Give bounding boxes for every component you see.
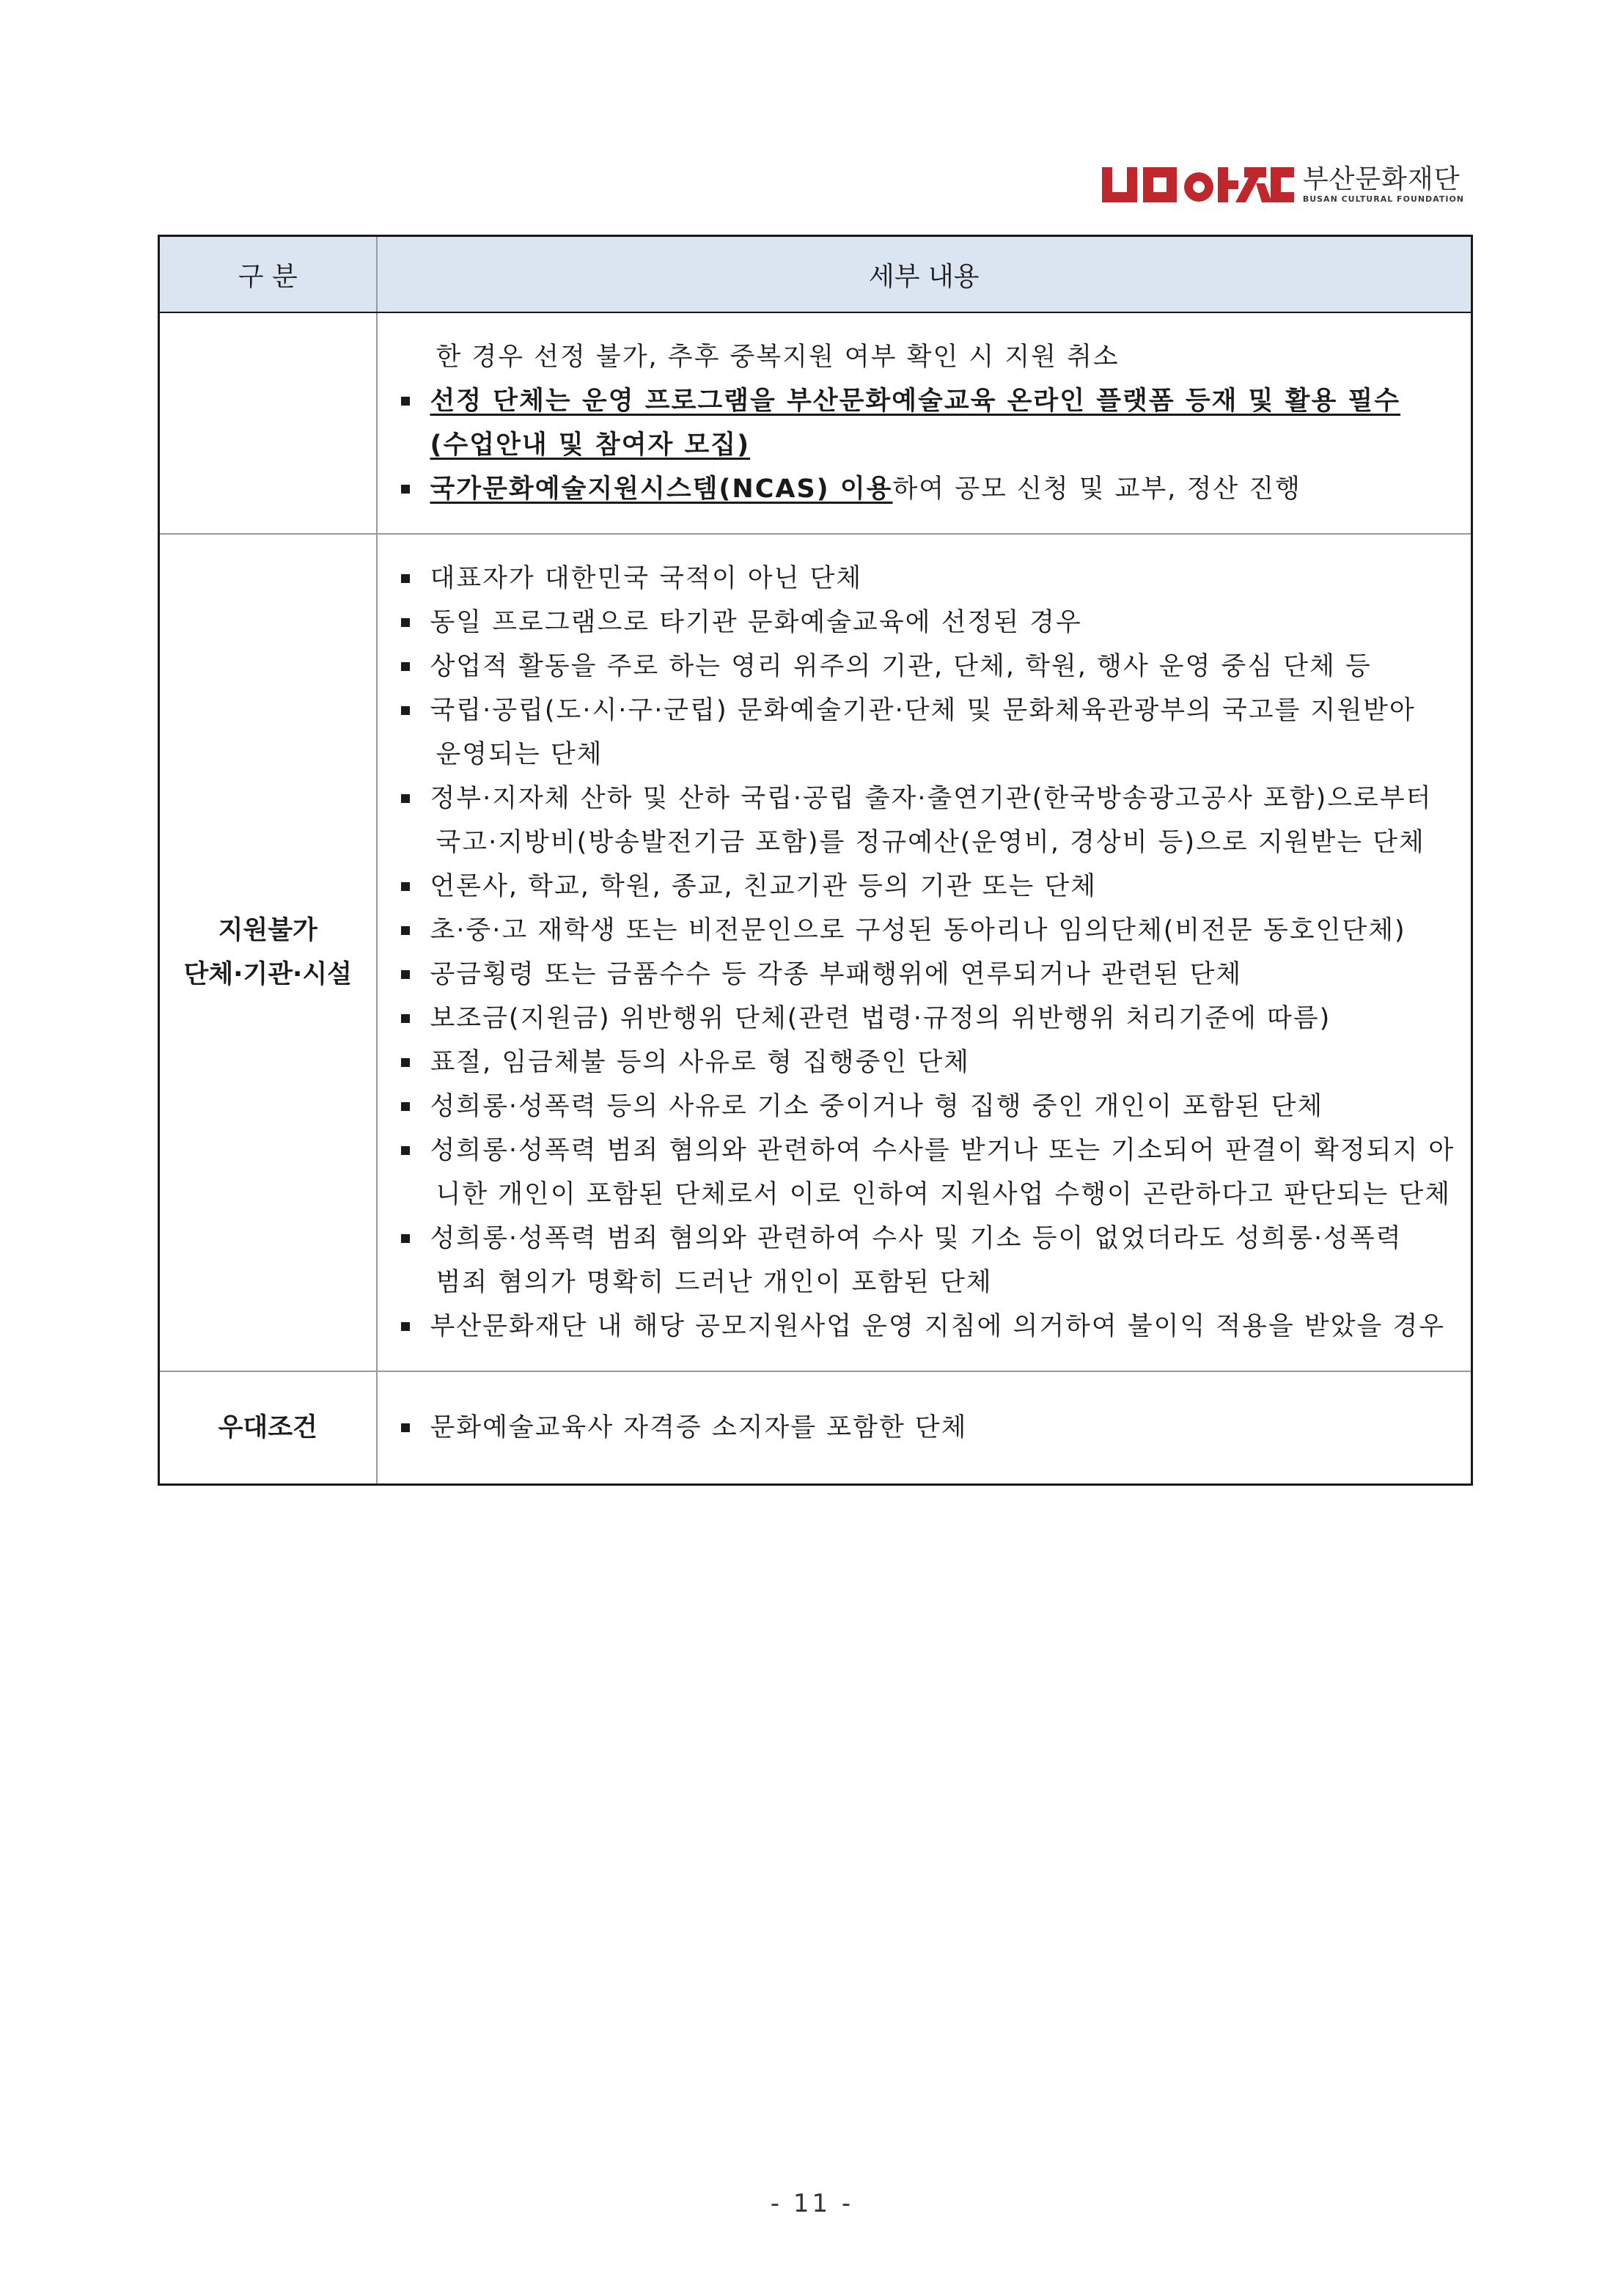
- list-item-text: 초·중·고 재학생 또는 비전문인으로 구성된 동아리나 임의단체(비전문 동호인단체): [430, 916, 1406, 945]
- list-item-continuation: 운영되는 단체: [436, 740, 603, 769]
- list-item-continuation: 니한 개인이 포함된 단체로서 이로 인하여 지원사업 수행이 곤란하다고 판단되는 단체: [436, 1180, 1452, 1209]
- square-bullet-icon: [401, 1234, 410, 1243]
- list-item-text: 공금횡령 또는 금품수수 등 각종 부패행위에 연루되거나 관련된 단체: [430, 960, 1243, 989]
- list-item: [400, 1129, 1460, 1217]
- list-item-text: 성희롱·성폭력 범죄 혐의와 관련하여 수사 및 기소 등이 없었더라도 성희롱·성폭력: [430, 1224, 1403, 1253]
- header-category: 구 분: [159, 236, 377, 313]
- list-item: [400, 557, 1460, 601]
- list-item-text: 문화예술교육사 자격증 소지자를 포함한 단체: [430, 1413, 968, 1442]
- continuation-text: 한 경우 선정 불가, 추후 중복지원 여부 확인 시 지원 취소: [436, 342, 1120, 372]
- preferential-cell: [377, 1371, 1472, 1485]
- square-bullet-icon: [401, 1058, 410, 1067]
- list-item-text: 표절, 임금체불 등의 사유로 형 집행중인 단체: [430, 1048, 970, 1077]
- ineligible-category-cell: [159, 534, 377, 1371]
- table-row-preferential: [159, 1371, 1472, 1485]
- square-bullet-icon: [401, 970, 410, 979]
- square-bullet-icon: [401, 1146, 410, 1155]
- list-item: [400, 379, 1460, 467]
- list-item: [400, 689, 1460, 777]
- list-item: [400, 1041, 1460, 1085]
- square-bullet-icon: [401, 574, 410, 583]
- list-item: [400, 777, 1460, 865]
- list-item: [400, 1217, 1460, 1305]
- list-item: [400, 1305, 1460, 1349]
- category-label-line1: 지원불가: [218, 916, 317, 945]
- ncas-requirement-rest: 하여 공모 신청 및 교부, 정산 진행: [892, 474, 1301, 504]
- square-bullet-icon: [401, 1423, 410, 1432]
- requirements-list: [400, 379, 1460, 511]
- requirements-cell: [377, 312, 1472, 534]
- list-item: [400, 1406, 1460, 1450]
- list-item-text: 정부·지자체 산하 및 산하 국립·공립 출자·출연기관(한국방송광고공사 포함)으로부터: [430, 784, 1433, 813]
- logo-english-name: BUSAN CULTURAL FOUNDATION: [1302, 194, 1464, 204]
- square-bullet-icon: [401, 882, 410, 891]
- page-number: - 11 -: [770, 2189, 854, 2218]
- square-bullet-icon: [401, 397, 410, 406]
- logo-korean-name: 부산문화재단: [1302, 164, 1461, 194]
- list-item: [400, 865, 1460, 909]
- list-item-text: 성희롱·성폭력 범죄 혐의와 관련하여 수사를 받거나 또는 기소되어 판결이 확정되지 아: [430, 1136, 1455, 1165]
- list-item-text: 보조금(지원금) 위반행위 단체(관련 법령·규정의 위반행위 처리기준에 따름): [430, 1004, 1331, 1033]
- list-item: [400, 997, 1460, 1041]
- square-bullet-icon: [401, 706, 410, 715]
- list-item-text: 국립·공립(도·시·구·군립) 문화예술기관·단체 및 문화체육관광부의 국고를 지원받아: [430, 696, 1416, 725]
- list-item-text: 상업적 활동을 주로 하는 영리 위주의 기관, 단체, 학원, 행사 운영 중심 단체 등: [430, 652, 1372, 681]
- list-item-text: 성희롱·성폭력 등의 사유로 기소 중이거나 형 집행 중인 개인이 포함된 단체: [430, 1092, 1324, 1121]
- foundation-logo: [1102, 163, 1464, 207]
- table-row-requirements: [159, 312, 1472, 534]
- table-row-ineligible: [159, 534, 1472, 1371]
- square-bullet-icon: [401, 485, 410, 494]
- square-bullet-icon: [401, 794, 410, 803]
- ineligible-list-cell: [377, 534, 1472, 1371]
- list-item: [400, 909, 1460, 953]
- square-bullet-icon: [401, 618, 410, 627]
- header-details: 세부 내용: [377, 236, 1472, 313]
- list-item-text: 부산문화재단 내 해당 공모지원사업 운영 지침에 의거하여 불이익 적용을 받았을 경우: [430, 1312, 1446, 1341]
- platform-requirement-line1: 선정 단체는 운영 프로그램을 부산문화예술교육 온라인 플랫폼 등재 및 활용 필수: [430, 386, 1401, 416]
- list-item-continuation: 국고·지방비(방송발전기금 포함)를 정규예산(운영비, 경상비 등)으로 지원받는 단체: [436, 828, 1425, 857]
- square-bullet-icon: [401, 1014, 410, 1023]
- ncas-requirement-bold: 국가문화예술지원시스템(NCAS) 이용: [430, 474, 893, 504]
- list-item-text: 동일 프로그램으로 타기관 문화예술교육에 선정된 경우: [430, 608, 1082, 637]
- square-bullet-icon: [401, 1322, 410, 1331]
- list-item: [400, 1085, 1460, 1129]
- list-item: [400, 953, 1460, 997]
- list-item-text: 언론사, 학교, 학원, 종교, 친교기관 등의 기관 또는 단체: [430, 872, 1098, 901]
- square-bullet-icon: [401, 662, 410, 671]
- busan-logo-mark-icon: [1102, 163, 1294, 207]
- list-item: [400, 467, 1460, 511]
- platform-requirement-line2: (수업안내 및 참여자 모집): [430, 430, 751, 460]
- guidelines-table: [158, 235, 1473, 1486]
- category-label-line2: 단체·기관·시설: [183, 960, 352, 989]
- preferential-category-cell: 우대조건: [159, 1371, 377, 1485]
- preferential-list: [400, 1406, 1460, 1450]
- list-item-continuation: 범죄 혐의가 명확히 드러난 개인이 포함된 단체: [436, 1268, 993, 1297]
- table-header-row: [159, 236, 1472, 313]
- ineligible-list: [400, 557, 1460, 1349]
- square-bullet-icon: [401, 1102, 410, 1111]
- list-item-text: 대표자가 대한민국 국적이 아닌 단체: [430, 564, 863, 593]
- list-item: [400, 601, 1460, 645]
- logo-text: [1303, 165, 1464, 205]
- square-bullet-icon: [401, 926, 410, 935]
- empty-category-cell: [159, 312, 377, 534]
- list-item: [400, 645, 1460, 689]
